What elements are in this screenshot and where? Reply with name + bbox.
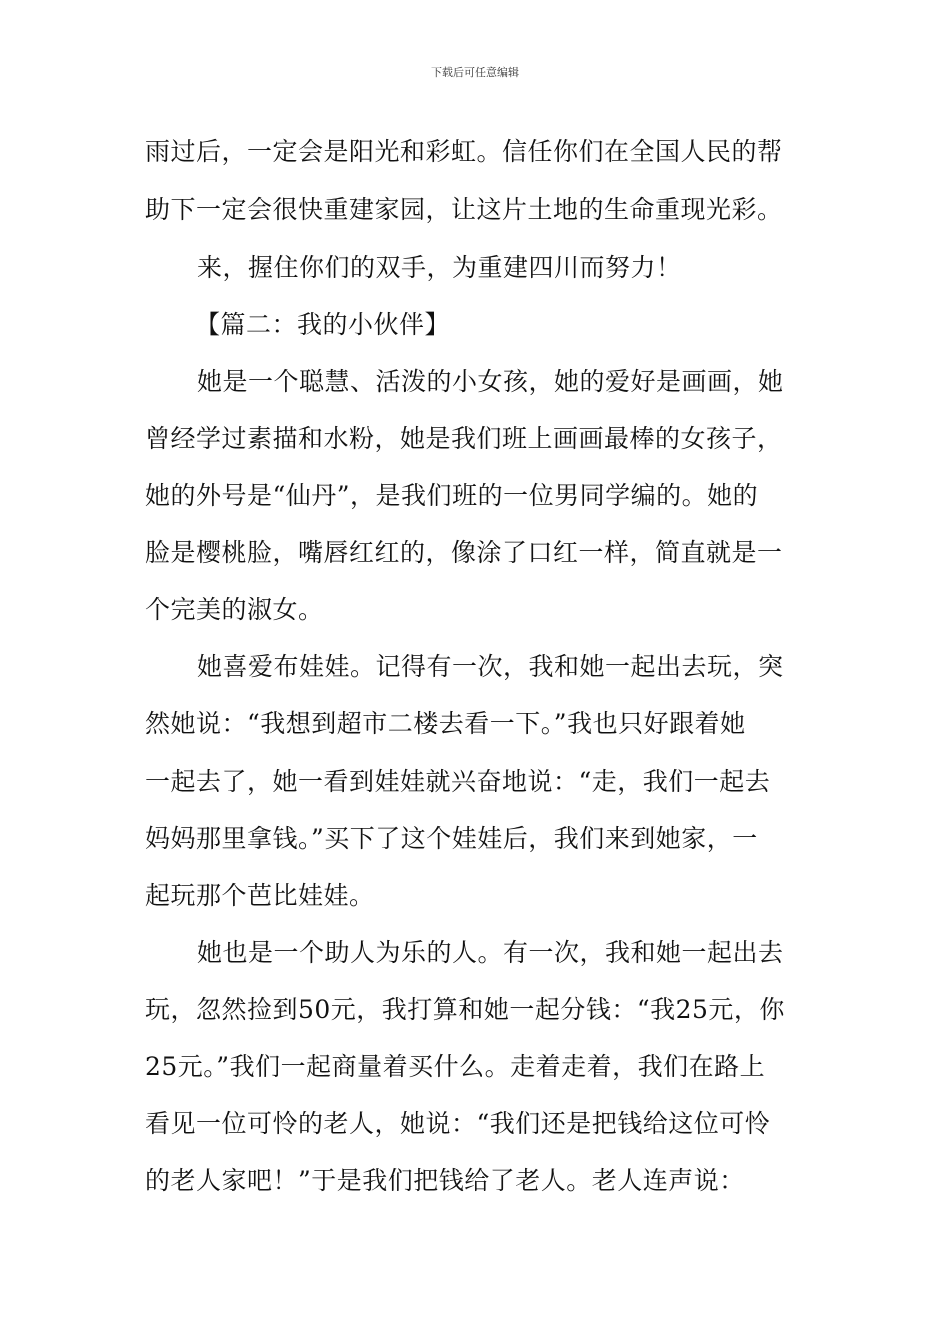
text-line: 妈妈那里拿钱。”买下了这个娃娃后，我们来到她家，一 [145,824,758,853]
page-header-note: 下载后可任意编辑 [431,66,519,79]
paragraph-first-line: 她喜爱布娃娃。记得有一次，我和她一起出去玩，突 [197,652,784,681]
paragraph-first-line: 来，握住你们的双手，为重建四川而努力！ [197,253,682,282]
text-line: 她的外号是“仙丹”，是我们班的一位男同学编的。她的 [145,481,759,510]
text-line: 一起去了，她一看到娃娃就兴奋地说：“走，我们一起去 [145,767,771,796]
text-line: 看见一位可怜的老人，她说：“我们还是把钱给这位可怜 [145,1109,771,1138]
text-line: 起玩那个芭比娃娃。 [145,881,375,910]
text-line: 助下一定会很快重建家园，让这片土地的生命重现光彩。 [145,195,783,224]
text-line: 个完美的淑女。 [145,595,324,624]
paragraph-first-line: 她是一个聪慧、活泼的小女孩，她的爱好是画画，她 [197,367,784,396]
paragraph-first-line: 她也是一个助人为乐的人。有一次，我和她一起出去 [197,938,784,967]
section-heading: 【篇二：我的小伙伴】 [195,310,451,339]
text-line: 的老人家吧！”于是我们把钱给了老人。老人连声说： [145,1166,745,1195]
text-line: 曾经学过素描和水粉，她是我们班上画画最棒的女孩子， [145,424,783,453]
text-line: 然她说：“我想到超市二楼去看一下。”我也只好跟着她 [145,709,746,738]
text-line: 玩，忽然捡到50元，我打算和她一起分钱：“我25元，你 [145,995,785,1024]
text-line: 25元。”我们一起商量着买什么。走着走着，我们在路上 [145,1052,766,1081]
text-line: 雨过后，一定会是阳光和彩虹。信任你们在全国人民的帮 [145,137,783,166]
text-line: 脸是樱桃脸，嘴唇红红的，像涂了口红一样，简直就是一 [145,538,783,567]
